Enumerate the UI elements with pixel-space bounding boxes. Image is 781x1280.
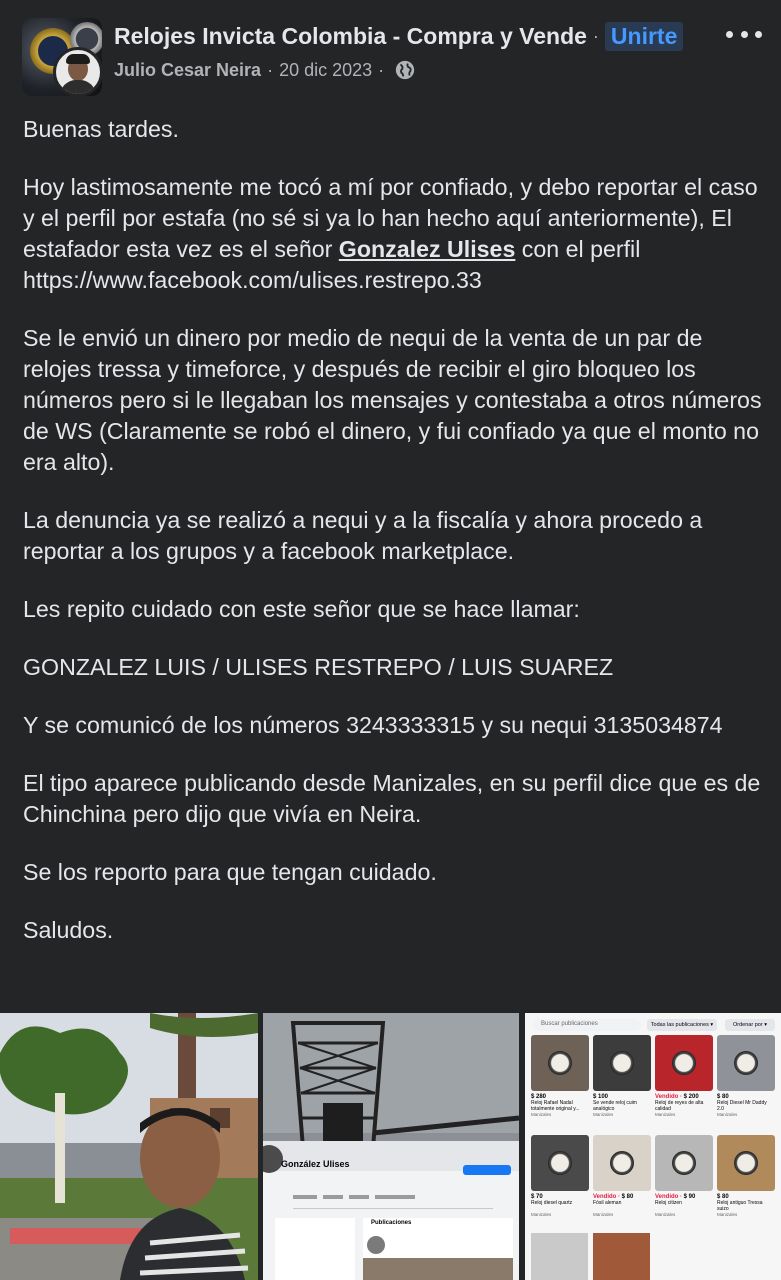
listing-location: Manizales xyxy=(531,1212,552,1217)
author-name-link[interactable]: Julio Cesar Neira xyxy=(114,59,262,80)
post-body xyxy=(23,114,763,973)
post-paragraph: Se los reporto para que tengan cuidado. xyxy=(23,859,437,885)
market-search-text: Buscar publicaciones xyxy=(541,1021,598,1027)
post-paragraph xyxy=(23,172,763,296)
listing-location: Manizales xyxy=(717,1212,738,1217)
title-row xyxy=(114,20,683,52)
profile-screenshot-image xyxy=(263,1013,519,1280)
post-meta xyxy=(114,57,416,83)
market-filter-all: Todas las publicaciones ▾ xyxy=(647,1019,717,1031)
listing-thumbnail xyxy=(717,1035,775,1091)
listing-card[interactable] xyxy=(531,1135,589,1231)
listing-title: Reloj de reyes de alta calidad xyxy=(655,1100,704,1112)
listing-location: Manizales xyxy=(531,1112,552,1117)
listing-location: Manizales xyxy=(717,1112,738,1117)
listing-location: Manizales xyxy=(655,1212,676,1217)
listing-title: Reloj diesel quartz xyxy=(531,1200,573,1206)
listing-title: Fósil aleman xyxy=(593,1200,622,1206)
listing-price: $ 80 xyxy=(717,1094,729,1100)
listing-location: Manizales xyxy=(593,1112,614,1117)
post-paragraph: Les repito cuidado con este señor que se hace llamar: xyxy=(23,596,580,622)
mention-link[interactable]: Gonzalez Ulises xyxy=(338,236,516,262)
watch-icon xyxy=(672,1051,696,1075)
listing-thumbnail xyxy=(717,1135,775,1191)
watch-icon xyxy=(548,1151,572,1175)
watch-icon xyxy=(610,1051,634,1075)
photo-man-park[interactable] xyxy=(0,1013,258,1280)
listing-thumbnail xyxy=(655,1135,713,1191)
listing-price: Vendido · $ 90 xyxy=(655,1194,696,1200)
listing-thumbnail xyxy=(593,1035,651,1091)
listing-title: Reloj Diesel Mr Daddy 2.0 xyxy=(717,1100,767,1112)
listing-card[interactable] xyxy=(717,1035,775,1131)
watch-icon xyxy=(672,1151,696,1175)
separator-dot: · xyxy=(378,59,385,80)
globe-icon xyxy=(394,59,416,81)
author-avatar[interactable] xyxy=(53,47,103,97)
post-paragraph: GONZALEZ LUIS / ULISES RESTREPO / LUIS SUAREZ xyxy=(23,654,614,680)
watch-icon xyxy=(734,1051,758,1075)
separator-dot: · xyxy=(592,25,599,46)
listing-price: $ 100 xyxy=(593,1094,609,1100)
listing-card[interactable] xyxy=(655,1035,713,1131)
photo-profile-screenshot[interactable] xyxy=(263,1013,519,1280)
profile-tab-text: Publicaciones xyxy=(371,1220,412,1226)
avatar-hair xyxy=(66,54,90,64)
market-filter-order: Ordenar por ▾ xyxy=(725,1019,775,1031)
listing-card[interactable] xyxy=(593,1135,651,1231)
listing-thumbnail xyxy=(655,1035,713,1091)
sold-label: Vendido · xyxy=(593,1194,622,1200)
listing-price: Vendido · $ 80 xyxy=(593,1194,634,1200)
post-paragraph: El tipo aparece publicando desde Manizales, en su perfil dice que es de Chinchina pero dijo que vivía en Neira. xyxy=(23,770,761,827)
listing-card[interactable] xyxy=(593,1035,651,1131)
watch-icon xyxy=(734,1151,758,1175)
post-paragraph: Se le envió un dinero por medio de nequi de la venta de un par de relojes tressa y timeforce, y después de recibir el giro bloqueo los números pero si le llegaban los mensajes y contestaba a otros números de WS (Claramente se robó el dinero, y fui confiado ya que el monto no era alto). xyxy=(23,325,762,475)
listing-thumb-partial xyxy=(531,1233,588,1280)
post-header xyxy=(0,0,781,100)
photo-grid xyxy=(0,1013,781,1280)
post-paragraph: Buenas tardes. xyxy=(23,116,179,142)
listing-location: Manizales xyxy=(593,1212,614,1217)
listing-price: $ 280 xyxy=(531,1094,547,1100)
watch-icon xyxy=(548,1051,572,1075)
more-options-icon[interactable] xyxy=(726,22,762,46)
listing-price: $ 80 xyxy=(717,1194,729,1200)
listing-location: Manizales xyxy=(655,1112,676,1117)
listing-title: Reloj Rafael Nadal totalmente original y... xyxy=(531,1100,580,1112)
post-date[interactable]: 20 dic 2023 xyxy=(279,59,373,80)
sold-label: Vendido · xyxy=(655,1094,684,1100)
watch-icon xyxy=(610,1151,634,1175)
photo-marketplace-screenshot[interactable] xyxy=(525,1013,781,1280)
listing-thumbnail xyxy=(531,1135,589,1191)
sold-label: Vendido · xyxy=(655,1194,684,1200)
listing-price: $ 70 xyxy=(531,1194,543,1200)
join-button[interactable]: Unirte xyxy=(605,22,683,51)
listing-thumbnail xyxy=(593,1135,651,1191)
post-paragraph: Saludos. xyxy=(23,917,114,943)
post-paragraph: La denuncia ya se realizó a nequi y a la fiscalía y ahora procedo a reportar a los grupos y a facebook marketplace. xyxy=(23,507,703,564)
listing-thumb-partial xyxy=(593,1233,650,1280)
post-text: con el perfil https://www.facebook.com/ulises.restrepo.33 xyxy=(23,236,641,293)
listing-title: Reloj antiguo Tressa suizo xyxy=(717,1200,763,1212)
listing-card[interactable] xyxy=(717,1135,775,1231)
listing-card[interactable] xyxy=(655,1135,713,1231)
listing-title: Reloj citizen xyxy=(655,1200,682,1206)
listing-price: Vendido · $ 200 xyxy=(655,1094,699,1100)
post-text: Hoy lastimosamente me tocó a mí por confiado, y debo reportar el caso y el perfil por estafa (no sé si ya lo han hecho aquí anteriormente), El estafador esta vez es el señor xyxy=(23,174,758,262)
listing-card[interactable] xyxy=(531,1035,589,1131)
profile-name-text: González Ulises xyxy=(281,1159,350,1169)
listing-title: Se vende reloj cuim analógico xyxy=(593,1100,637,1112)
group-name-link[interactable]: Relojes Invicta Colombia - Compra y Vende xyxy=(114,22,587,49)
post-paragraph: Y se comunicó de los números 3243333315 y su nequi 3135034874 xyxy=(23,712,723,738)
park-scene-image xyxy=(0,1013,258,1280)
listing-thumbnail xyxy=(531,1035,589,1091)
separator-dot: · xyxy=(267,59,274,80)
